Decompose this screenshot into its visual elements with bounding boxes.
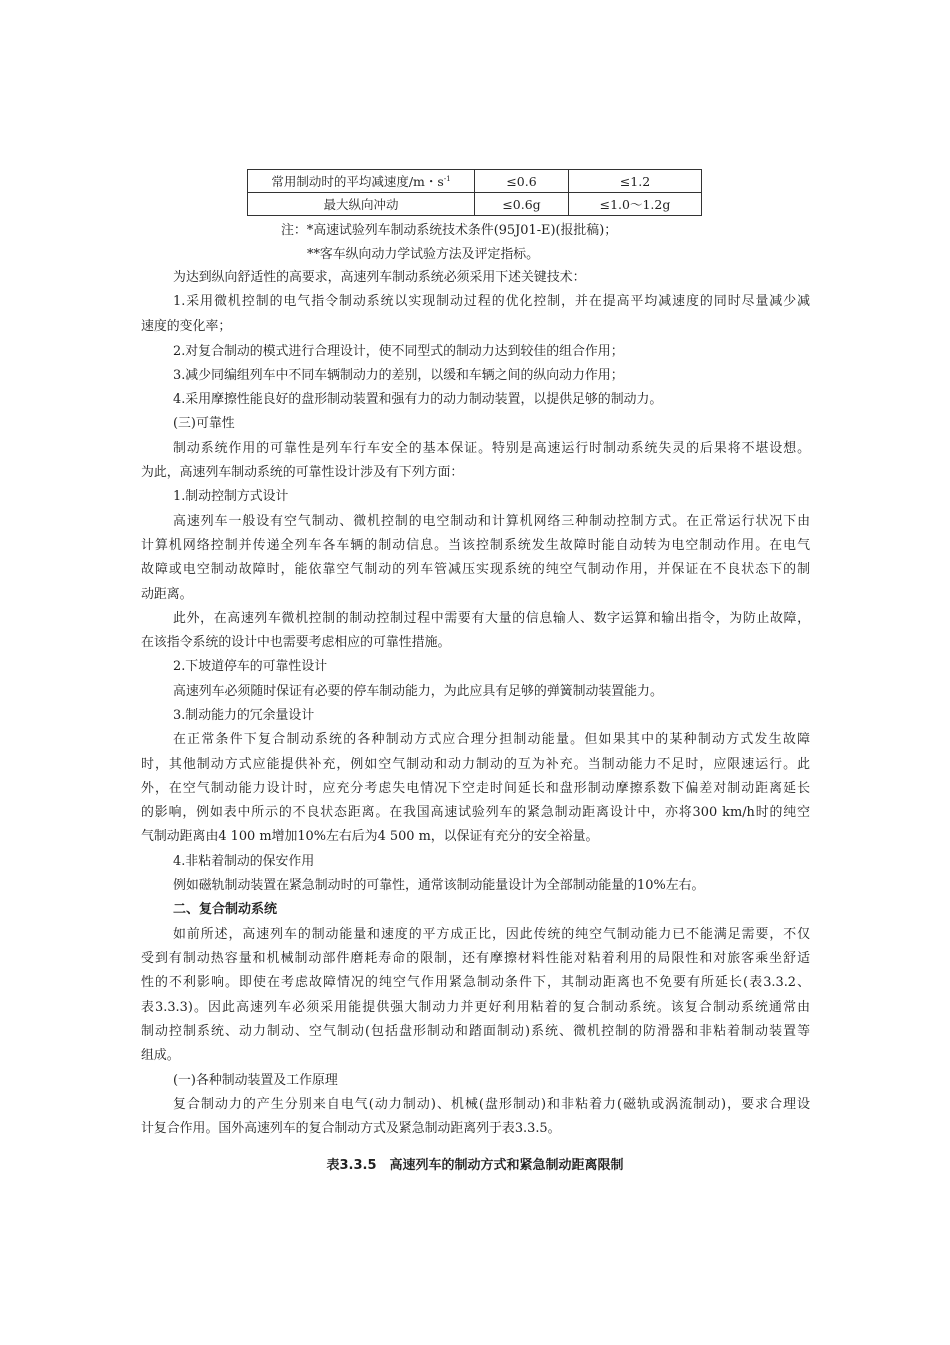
paragraph-line: 复合制动力的产生分别来自电气(动力制动)、机械(盘形制动)和非粘着力(磁轨或涡流制动)，要求合理设: [173, 1097, 810, 1112]
paragraph-line: 计复合作用。国外高速列车的复合制动方式及紧急制动距离列于表3.3.5。: [141, 1121, 561, 1136]
subsection-heading: 4.非粘着制动的保安作用: [173, 854, 315, 869]
paragraph-line: 此外，在高速列车微机控制的制动控制过程中需要有大量的信息输人、数字运算和输出指令，为防止故障，: [173, 611, 810, 626]
paragraph-line: 高速列车必须随时保证有必要的停车制动能力，为此应具有足够的弹簧制动装置能力。: [173, 684, 663, 699]
table-cell: 常用制动时的平均减速度/m・$s^{-1}$: [248, 170, 475, 193]
paragraph-line: 1.采用微机控制的电气指令制动系统以实现制动过程的优化控制，并在提高平均减速度的同时尽量减少减: [173, 294, 810, 309]
paragraph-line: 为达到纵向舒适性的高要求，高速列车制动系统必须采用下述关键技术：: [173, 270, 586, 285]
paragraph-line: 3.减少同编组列车中不同车辆制动力的差别，以缓和车辆之间的纵向动力作用；: [173, 368, 624, 383]
paragraph-line: 外，在空气制动能力设计时，应充分考虑失电情况下空走时间延长和盘形制动摩擦系数下偏差对制动距离延长: [141, 781, 810, 796]
table-note: **客车纵向动力学试验方法及评定指标。: [307, 247, 540, 262]
table-row: [248, 193, 702, 216]
paragraph-line: 气制动距离由4 100 m增加10%左右后为4 500 m，以保证有充分的安全裕量。: [141, 829, 599, 844]
subsection-heading: 3.制动能力的冗余量设计: [173, 708, 315, 723]
table-cell: 最大纵向冲动: [248, 193, 475, 216]
subsection-heading: 1.制动控制方式设计: [173, 489, 289, 504]
table-caption: 表3.3.5 高速列车的制动方式和紧急制动距离限制: [326, 1158, 624, 1173]
paragraph-line: 为此，高速列车制动系统的可靠性设计涉及有下列方面：: [141, 465, 464, 480]
paragraph-line: 高速列车一般设有空气制动、微机控制的电空制动和计算机网络三种制动控制方式。在正常运行状况下由: [173, 514, 810, 529]
paragraph-line: 在该指令系统的设计中也需要考虑相应的可靠性措施。: [141, 635, 451, 650]
paragraph-line: 时，其他制动方式应能提供补充，例如空气制动和动力制动的互为补充。当制动能力不足时，应限速运行。此: [141, 757, 810, 772]
table-cell: ≤0.6: [475, 170, 569, 193]
paragraph-line: 组成。: [141, 1048, 180, 1063]
table-cell: ≤0.6g: [475, 193, 569, 216]
paragraph-line: 动距离。: [141, 587, 193, 602]
paragraph-line: 的影响，例如表中所示的不良状态距离。在我国高速试验列车的紧急制动距离设计中，亦将300 km/h时的纯空: [141, 805, 810, 820]
table-note: 注：*高速试验列车制动系统技术条件(95J01-E)(报批稿)；: [281, 223, 618, 238]
table-row: [248, 170, 702, 193]
table-cell: ≤1.2: [569, 170, 702, 193]
paragraph-line: 性的不利影响。即使在考虑故障情况的纯空气作用紧急制动条件下，其制动距离也不免要有所延长(表3.3.2、: [141, 975, 810, 990]
paragraph-line: 受到有制动热容量和机械制动部件磨耗寿命的限制，还有摩擦材料性能对粘着利用的局限性和对旅客乘坐舒适: [141, 951, 810, 966]
section-heading: (三)可靠性: [173, 416, 235, 431]
comparison-table: [247, 169, 702, 216]
paragraph-line: 4.采用摩擦性能良好的盘形制动装置和强有力的动力制动装置，以提供足够的制动力。: [173, 392, 663, 407]
paragraph-line: 制动控制系统、动力制动、空气制动(包括盘形制动和踏面制动)系统、微机控制的防滑器和非粘着制动装置等: [141, 1024, 810, 1039]
paragraph-line: 计算机网络控制并传递全列车各车辆的制动信息。当该控制系统发生故障时能自动转为电空制动作用。在电气: [141, 538, 810, 553]
subsection-heading: 2.下坡道停车的可靠性设计: [173, 659, 328, 674]
paragraph-line: 2.对复合制动的模式进行合理设计，使不同型式的制动力达到较佳的组合作用；: [173, 344, 624, 359]
section-heading: 二、复合制动系统: [173, 902, 278, 917]
paragraph-line: 例如磁轨制动装置在紧急制动时的可靠性，通常该制动能量设计为全部制动能量的10%左右。: [173, 878, 705, 893]
paragraph-line: 如前所述，高速列车的制动能量和速度的平方成正比，因此传统的纯空气制动能力已不能满足需要，不仅: [173, 927, 810, 942]
paragraph-line: 故障或电空制动故障时，能依靠空气制动的列车管减压实现系统的纯空气制动作用，并保证在不良状态下的制: [141, 562, 810, 577]
table-cell: ≤1.0～1.2g: [569, 193, 702, 216]
paragraph-line: 制动系统作用的可靠性是列车行车安全的基本保证。特别是高速运行时制动系统失灵的后果将不堪设想。: [173, 441, 810, 456]
section-heading: (一)各种制动装置及工作原理: [173, 1073, 338, 1088]
paragraph-line: 在正常条件下复合制动系统的各种制动方式应合理分担制动能量。但如果其中的某种制动方式发生故障: [173, 732, 810, 747]
paragraph-line: 速度的变化率；: [141, 319, 232, 334]
paragraph-line: 表3.3.3)。因此高速列车必须采用能提供强大制动力并更好利用粘着的复合制动系统。该复合制动系统通常由: [141, 1000, 810, 1015]
